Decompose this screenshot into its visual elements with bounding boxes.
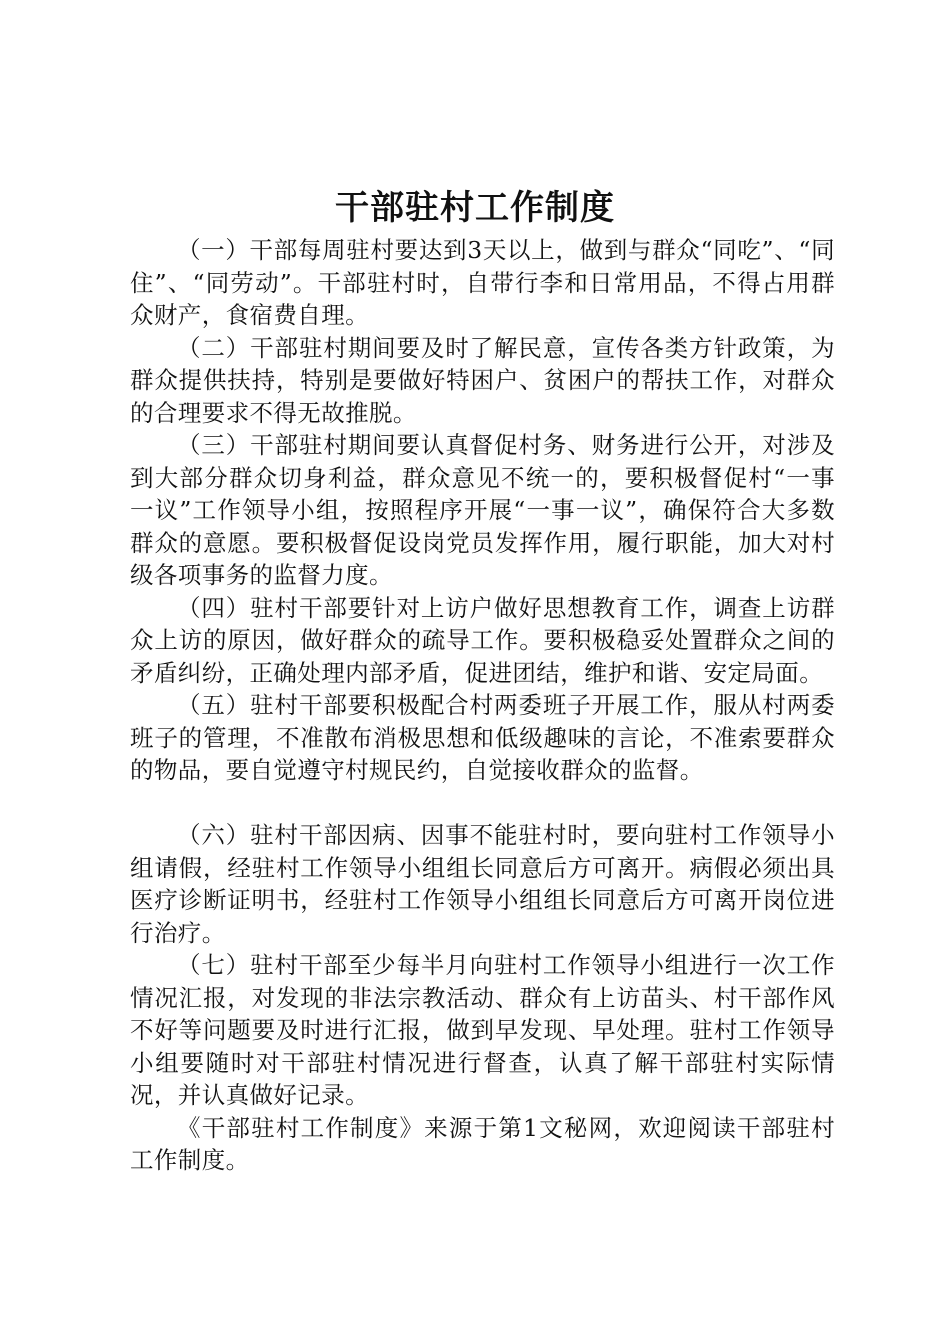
paragraph-4: （四）驻村干部要针对上访户做好思想教育工作，调查上访群众上访的原因，做好群众的疏导工作。要积极稳妥处置群众之间的矛盾纠纷，正确处理内部矛盾，促进团结，维护和谐、安定局面。 bbox=[130, 593, 835, 687]
paragraph-6: （六）驻村干部因病、因事不能驻村时，要向驻村工作领导小组请假，经驻村工作领导小组组长同意后方可离开。病假必须出具医疗诊断证明书，经驻村工作领导小组组长同意后方可离开岗位进行治疗。 bbox=[130, 821, 835, 947]
source-note: 《干部驻村工作制度》来源于第1文秘网，欢迎阅读干部驻村工作制度。 bbox=[130, 1113, 835, 1174]
paragraph-3: （三）干部驻村期间要认真督促村务、财务进行公开，对涉及到大部分群众切身利益，群众意见不统一的，要积极督促村“一事一议”工作领导小组，按照程序开展“一事一议”，确保符合大多数群众的意愿。要积极督促设岗党员发挥作用，履行职能，加大对村级各项事务的监督力度。 bbox=[130, 431, 835, 589]
paragraph-5: （五）驻村干部要积极配合村两委班子开展工作，服从村两委班子的管理，不准散布消极思想和低级趣味的言论，不准索要群众的物品，要自觉遵守村规民约，自觉接收群众的监督。 bbox=[130, 691, 835, 784]
document-title: 干部驻村工作制度 bbox=[335, 188, 615, 228]
paragraph-7: （七）驻村干部至少每半月向驻村工作领导小组进行一次工作情况汇报，对发现的非法宗教活动、群众有上访苗头、村干部作风不好等问题要及时进行汇报，做到早发现、早处理。驻村工作领导小组要随时对干部驻村情况进行督查，认真了解干部驻村实际情况，并认真做好记录。 bbox=[130, 951, 835, 1109]
paragraph-2: （二）干部驻村期间要及时了解民意，宣传各类方针政策，为群众提供扶持，特别是要做好特困户、贫困户的帮扶工作，对群众的合理要求不得无故推脱。 bbox=[130, 333, 835, 427]
document-body bbox=[130, 234, 835, 1177]
paragraph-1: （一）干部每周驻村要达到3天以上，做到与群众“同吃”、“同住”、“同劳动”。干部驻村时，自带行李和日常用品，不得占用群众财产，食宿费自理。 bbox=[130, 236, 835, 329]
